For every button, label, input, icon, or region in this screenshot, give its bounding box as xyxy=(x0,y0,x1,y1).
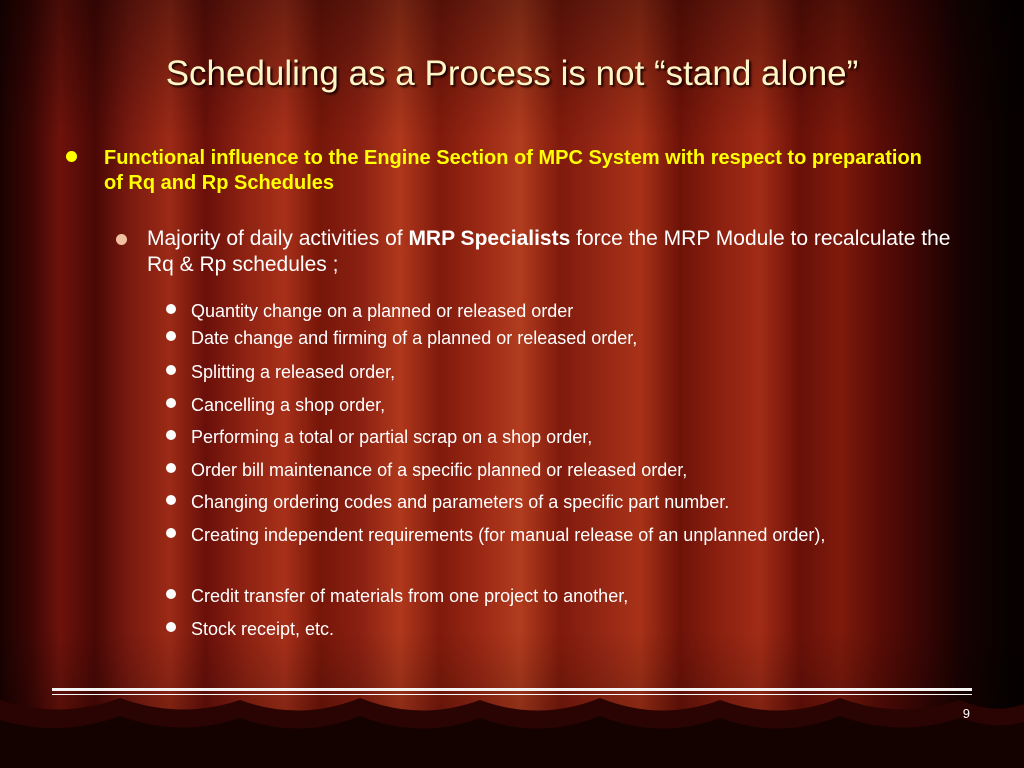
level3-bullet-item xyxy=(166,392,946,418)
level3-text: Order bill maintenance of a specific planned or released order, xyxy=(191,460,688,480)
bullet-icon xyxy=(166,495,176,505)
slide-title: Scheduling as a Process is not “stand alone” xyxy=(165,54,859,93)
bullet-icon xyxy=(166,398,176,408)
bullet-icon xyxy=(166,430,176,440)
bullet-icon xyxy=(166,622,176,632)
level3-text: Date change and firming of a planned or released order, xyxy=(191,328,638,348)
level3-bullet-item xyxy=(166,583,946,609)
bullet-icon xyxy=(166,589,176,599)
level3-bullet-item xyxy=(166,359,946,385)
footer-divider-thick xyxy=(52,688,972,691)
level3-text: Cancelling a shop order, xyxy=(191,395,386,415)
level2-text xyxy=(147,226,966,278)
bullet-icon xyxy=(116,234,127,245)
level2-text-suffix: force the MRP Module to recalculate the Rq & Rp schedules ; xyxy=(147,227,951,276)
bullet-icon xyxy=(166,365,176,375)
bullet-icon xyxy=(166,304,176,314)
bullet-icon xyxy=(166,463,176,473)
curtain-bottom-decoration xyxy=(0,690,1024,768)
level2-text-prefix: Majority of daily activities of xyxy=(147,227,409,250)
level3-bullet-item xyxy=(166,489,946,515)
level3-text: Splitting a released order, xyxy=(191,362,396,382)
bullet-icon xyxy=(66,151,77,162)
level2-text-bold: MRP Specialists xyxy=(408,227,571,250)
level2-bullet-item xyxy=(116,226,966,278)
footer-divider-thin xyxy=(52,694,972,695)
page-number: 9 xyxy=(962,706,970,721)
level3-bullet-item xyxy=(166,424,946,450)
level3-text: Stock receipt, etc. xyxy=(191,619,335,639)
level3-text: Performing a total or partial scrap on a shop order, xyxy=(191,427,593,447)
level3-bullet-item xyxy=(166,325,946,351)
level3-bullet-item xyxy=(166,616,946,642)
level3-bullet-item xyxy=(166,522,946,548)
level3-text: Quantity change on a planned or released order xyxy=(191,301,574,321)
bullet-icon xyxy=(166,528,176,538)
level3-bullet-item xyxy=(166,298,946,324)
bullet-icon xyxy=(166,331,176,341)
level1-bullet-item xyxy=(66,146,926,196)
level3-text: Credit transfer of materials from one project to another, xyxy=(191,586,629,606)
level3-bullet-item xyxy=(166,457,946,483)
level1-text: Functional influence to the Engine Section of MPC System with respect to preparation of Rq and Rp Schedules xyxy=(104,147,922,194)
level3-text: Creating independent requirements (for manual release of an unplanned order), xyxy=(191,525,826,545)
level3-text: Changing ordering codes and parameters of a specific part number. xyxy=(191,492,730,512)
